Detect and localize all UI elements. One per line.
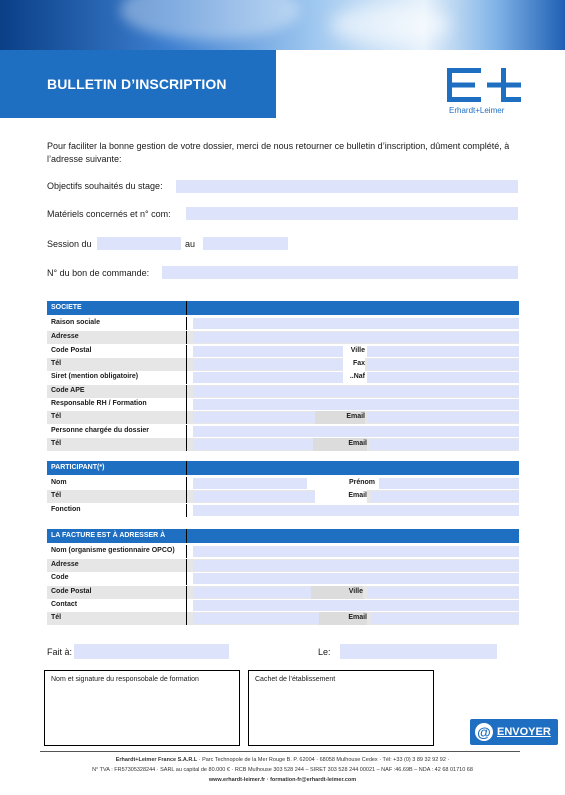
cachet-label: Cachet de l’établissement: [255, 676, 336, 683]
logo-text: Erhardt+Leimer: [449, 106, 505, 115]
code-postal-label: Code Postal: [51, 347, 92, 354]
signature-box[interactable]: [44, 670, 240, 746]
naf-label: ..Naf: [343, 371, 365, 384]
contact-label: Contact: [51, 601, 78, 608]
prenom-input[interactable]: [379, 478, 519, 489]
participant-nom-input[interactable]: [193, 478, 307, 489]
facture-ville-input[interactable]: [367, 587, 519, 598]
opco-label: Nom (organisme gestionnaire OPCO): [51, 547, 175, 554]
banner-highlight: [120, 0, 300, 40]
le-label: Le:: [318, 647, 331, 657]
session-au-label: au: [185, 239, 196, 249]
facture-code-postal-input[interactable]: [193, 587, 311, 598]
siret-input[interactable]: [193, 372, 343, 383]
table-row: [47, 385, 519, 398]
bon-commande-label: N° du bon de commande:: [47, 268, 150, 278]
participant-header: [47, 461, 519, 475]
materiels-input[interactable]: [186, 207, 518, 220]
facture-code-postal-label: Code Postal: [51, 588, 92, 595]
header-banner: [0, 0, 565, 50]
bon-commande-input[interactable]: [162, 266, 518, 279]
email2-label: Email: [313, 438, 367, 451]
banner-highlight: [330, 5, 450, 45]
facture-adresse-input[interactable]: [193, 560, 519, 571]
tel-input[interactable]: [193, 359, 343, 370]
responsable-label: Responsable RH / Formation: [51, 400, 147, 407]
objectifs-label: Objectifs souhaités du stage:: [47, 181, 163, 191]
tel3-input[interactable]: [193, 439, 313, 450]
tel3-label: Tél: [51, 440, 62, 447]
table-row: [47, 490, 519, 503]
fonction-label: Fonction: [51, 506, 81, 513]
fax-label: Fax: [343, 358, 365, 371]
cachet-box[interactable]: [248, 670, 434, 746]
code-ape-input[interactable]: [193, 386, 519, 397]
ville-input[interactable]: [367, 346, 519, 357]
footer-line-2: N° TVA : FR57305328244 · SARL au capital de 80.000 € · RCB Mulhouse 303 528 244 – SIRET 303 528 244 00021 – NAF :46.69B – NDA : 42 68 01710 68: [92, 767, 473, 773]
session-label: Session du: [47, 239, 92, 249]
page-title: BULLETIN D’INSCRIPTION: [47, 76, 227, 92]
footer-line-3[interactable]: www.erhardt-leimer.fr · formation-fr@erhardt-leimer.com: [208, 777, 357, 783]
participant-title: PARTICIPANT(*): [51, 464, 105, 471]
footer-line-1: [20, 757, 545, 763]
fax-input[interactable]: [367, 359, 519, 370]
table-row: [47, 331, 519, 344]
code-postal-input[interactable]: [193, 346, 343, 357]
tel2-input[interactable]: [193, 412, 315, 423]
societe-header: [47, 301, 519, 315]
objectifs-input[interactable]: [176, 180, 518, 193]
facture-title: LA FACTURE EST À ADRESSER À: [51, 532, 166, 539]
table-row: [47, 586, 519, 599]
code-ape-label: Code APE: [51, 387, 85, 394]
tel-label: Tél: [51, 360, 62, 367]
facture-tel-input[interactable]: [193, 613, 319, 624]
footer-company: Erhardt+Leimer France S.A.R.L: [115, 757, 198, 763]
table-row: [47, 371, 519, 384]
participant-email-label: Email: [315, 490, 367, 503]
responsable-input[interactable]: [193, 399, 519, 410]
table-row: [47, 545, 519, 558]
email2-input[interactable]: [369, 439, 519, 450]
table-row: [47, 358, 519, 371]
facture-adresse-label: Adresse: [51, 561, 79, 568]
intro-text: Pour faciliter la bonne gestion de votre dossier, merci de nous retourner ce bulletin d’inscription, dûment complété, à l’adresse suivante:: [47, 141, 510, 164]
table-row: [47, 599, 519, 612]
tel2-label: Tél: [51, 413, 62, 420]
table-row: [47, 477, 519, 490]
table-row: [47, 438, 519, 451]
envoyer-label: ENVOYER: [497, 726, 551, 738]
participant-nom-label: Nom: [51, 479, 67, 486]
facture-email-label: Email: [319, 612, 367, 625]
footer-divider: [40, 751, 520, 752]
contact-input[interactable]: [193, 600, 519, 611]
facture-code-label: Code: [51, 574, 69, 581]
adresse-input[interactable]: [193, 332, 519, 343]
opco-input[interactable]: [193, 546, 519, 557]
fait-a-input[interactable]: [74, 644, 229, 659]
session-from-input[interactable]: [97, 237, 181, 250]
siret-label: Siret (mention obligatoire): [51, 373, 139, 380]
materiels-label: Matériels concernés et n° com:: [47, 209, 171, 219]
email-input[interactable]: [367, 412, 519, 423]
le-input[interactable]: [340, 644, 497, 659]
facture-ville-label: Ville: [311, 586, 363, 599]
participant-email-input[interactable]: [371, 491, 519, 502]
raison-sociale-label: Raison sociale: [51, 319, 101, 326]
footer-address: · Parc Technopole de la Mer Rouge B. P. 62004 · 68058 Mulhouse Cedex · Tél: +33 (0) 3 89 32 92 92 ·: [197, 757, 450, 763]
table-row: [47, 317, 519, 330]
facture-tel-label: Tél: [51, 614, 62, 621]
table-row: [47, 559, 519, 572]
table-row: [47, 612, 519, 625]
fait-a-label: Fait à:: [47, 647, 73, 657]
participant-tel-input[interactable]: [193, 491, 315, 502]
email-label: Email: [315, 411, 365, 424]
ville-label: Ville: [343, 345, 365, 358]
table-row: [47, 425, 519, 438]
facture-email-input[interactable]: [371, 613, 519, 624]
table-row: [47, 572, 519, 585]
adresse-label: Adresse: [51, 333, 79, 340]
facture-code-input[interactable]: [193, 573, 519, 584]
session-to-input[interactable]: [203, 237, 288, 250]
table-row: [47, 411, 519, 424]
at-icon: @: [475, 723, 493, 741]
table-row: [47, 345, 519, 358]
personne-label: Personne chargée du dossier: [51, 427, 150, 434]
fonction-input[interactable]: [193, 505, 519, 516]
societe-title: SOCIETE: [51, 304, 82, 311]
facture-header: [47, 529, 519, 543]
envoyer-button[interactable]: [470, 719, 558, 745]
raison-sociale-input[interactable]: [193, 318, 519, 329]
signature-label: Nom et signature du responsobale de formation: [51, 676, 199, 683]
title-bar: [0, 50, 276, 118]
naf-input[interactable]: [367, 372, 519, 383]
table-row: [47, 398, 519, 411]
prenom-label: Prénom: [307, 477, 375, 490]
table-row: [47, 504, 519, 517]
participant-tel-label: Tél: [51, 492, 62, 499]
personne-input[interactable]: [193, 426, 519, 437]
